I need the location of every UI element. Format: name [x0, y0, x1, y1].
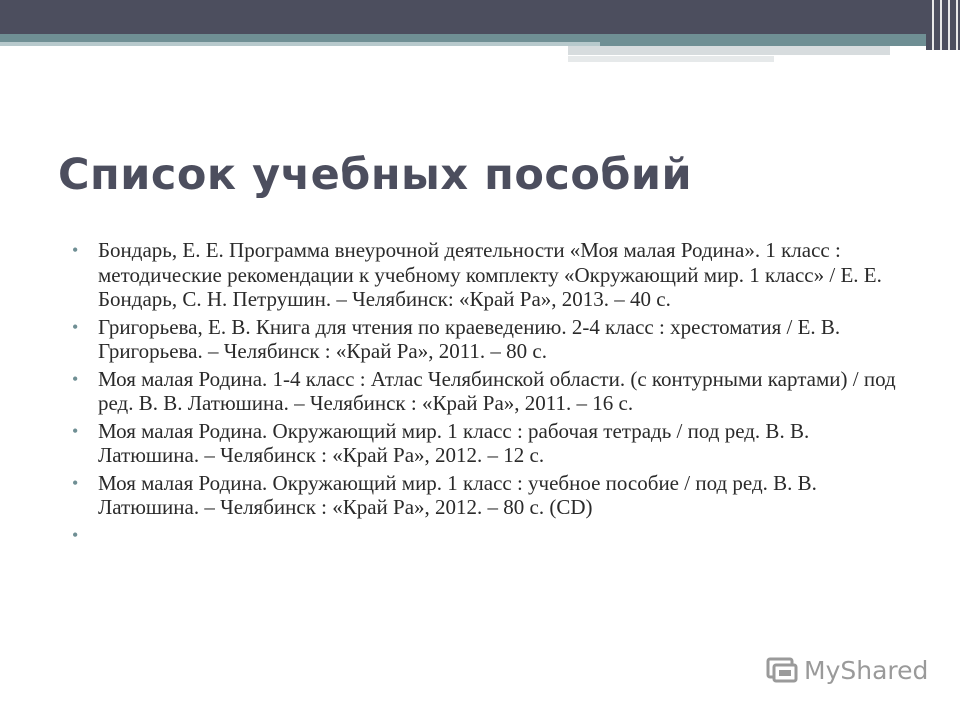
list-item-text: Моя малая Родина. Окружающий мир. 1 класс : учебное пособие / под ред. В. В. Латюшина. – Челябинск : «Край Ра», 2012. – 80 с. (CD): [98, 470, 817, 519]
bullet-icon: •: [72, 420, 79, 441]
watermark-text: MyShared: [804, 656, 929, 685]
accent-stripe-light: [0, 42, 600, 46]
bullet-icon: •: [72, 368, 79, 389]
decorative-tab-lower: [568, 56, 774, 62]
list-item-text: Григорьева, Е. В. Книга для чтения по краеведению. 2-4 класс : хрестоматия / Е. В. Григорьева. – Челябинск : «Край Ра», 2011. – 80 с.: [98, 314, 841, 363]
myshared-logo-icon: [766, 657, 798, 685]
top-band: [0, 0, 960, 34]
list-item-text: Моя малая Родина. Окружающий мир. 1 класс : рабочая тетрадь / под ред. В. В. Латюшина. – Челябинск : «Край Ра», 2012. – 12 с.: [98, 418, 810, 467]
decorative-tab: [568, 46, 890, 55]
myshared-watermark: [766, 656, 928, 685]
bullet-icon: •: [72, 472, 79, 493]
list-item-text: Моя малая Родина. 1-4 класс : Атлас Челябинской области. (с контурными картами) / под ред. В. В. Латюшина. – Челябинск : «Край Ра», 2011. – 16 с.: [98, 366, 896, 415]
list-item: [72, 238, 902, 312]
list-item-empty: [72, 523, 902, 547]
list-item: [72, 315, 902, 364]
list-item-text: Бондарь, Е. Е. Программа внеурочной деятельности «Моя малая Родина». 1 класс : методические рекомендации к учебному комплекту «Окружающий мир. 1 класс» / Е. Е. Бондарь, С. Н. Петрушин. – Челябинск: «Край Ра», 2013. – 40 с.: [98, 238, 882, 311]
list-item: [72, 471, 902, 520]
list-item: [72, 419, 902, 468]
slide-title: Список учебных пособий: [58, 150, 693, 200]
bullet-icon: •: [72, 524, 79, 545]
corner-lines: [926, 0, 960, 50]
bullet-icon: •: [72, 240, 79, 260]
bibliography-list: [72, 238, 902, 550]
bullet-icon: •: [72, 316, 79, 337]
list-item: [72, 367, 902, 416]
